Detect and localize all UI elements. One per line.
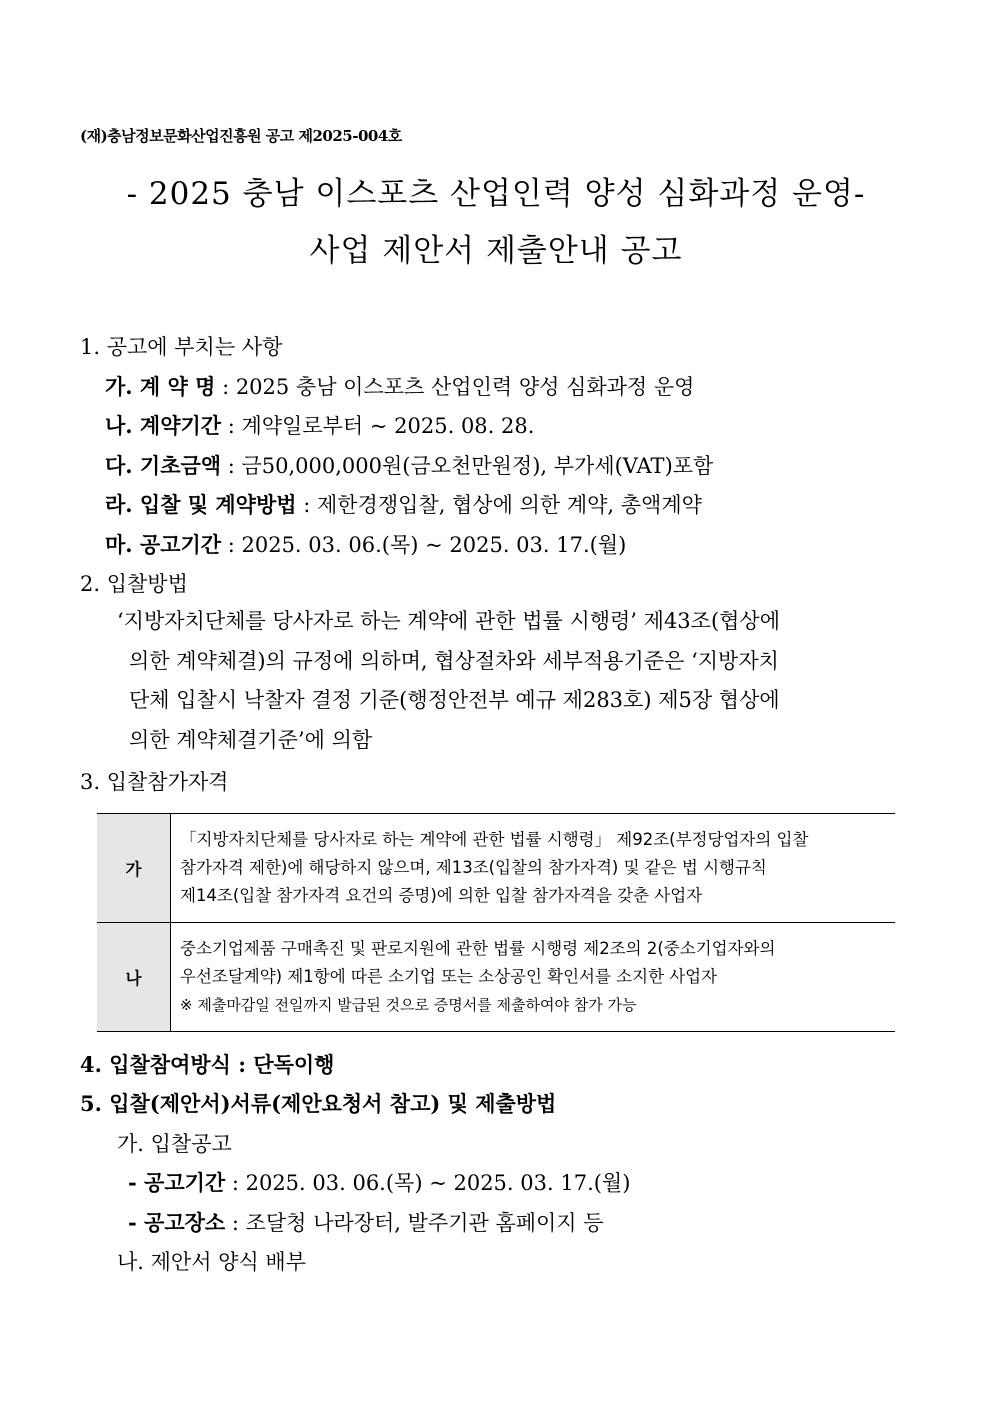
- item-label: - 공고기간: [128, 1170, 226, 1195]
- item-label: 나. 계약기간: [105, 413, 222, 438]
- item-value: : 금50,000,000원(금오천만원정), 부가세(VAT)포함: [221, 454, 714, 478]
- body-line: 의한 계약체결기준’에 의함: [129, 727, 373, 752]
- section-5-item: [128, 1167, 630, 1197]
- qualification-table: [97, 813, 895, 1032]
- item-label: 다. 기초금액: [105, 453, 222, 478]
- body-line: 단체 입찰시 낙찰자 결정 기준(행정안전부 예규 제283호) 제5장 협상에: [129, 688, 780, 712]
- section-1-item: [105, 410, 534, 440]
- item-label: 마. 공고기간: [105, 532, 222, 557]
- section-2-body: [117, 602, 912, 760]
- table-row: [97, 923, 895, 1032]
- row-label: 나: [97, 923, 171, 1032]
- section-5-heading: 5. 입찰(제안서)서류(제안요청서 참고) 및 제출방법: [80, 1091, 557, 1116]
- row-text: 참가자격 제한)에 해당하지 않으며, 제13조(입찰의 참가자격) 및 같은 법 시행규칙: [180, 858, 767, 877]
- table-row: [97, 814, 895, 923]
- title-line-1: - 2025 충남 이스포츠 산업인력 양성 심화과정 운영-: [126, 176, 866, 212]
- section-3-heading: 3. 입찰참가자격: [80, 770, 229, 794]
- section-2-heading: 2. 입찰방법: [80, 572, 188, 596]
- item-value: : 2025. 03. 06.(목) ~ 2025. 03. 17.(월): [221, 533, 627, 557]
- item-value: : 2025. 03. 06.(목) ~ 2025. 03. 17.(월): [225, 1171, 631, 1195]
- section-1-item: [105, 529, 626, 559]
- section-1-item: [105, 489, 702, 519]
- item-value: : 2025 충남 이스포츠 산업인력 양성 심화과정 운영: [215, 375, 695, 399]
- row-content: [171, 923, 896, 1032]
- section-1-heading: 1. 공고에 부치는 사항: [80, 335, 283, 359]
- body-line: ‘지방자치단체를 당사자로 하는 계약에 관한 법률 시행령’ 제43조(협상에: [117, 609, 780, 633]
- item-label: - 공고장소: [128, 1210, 226, 1235]
- row-label: 가: [97, 814, 171, 923]
- row-text: 중소기업제품 구매촉진 및 판로지원에 관한 법률 시행령 제2조의 2(중소기업자와의: [180, 939, 776, 958]
- item-value: : 계약일로부터 ~ 2025. 08. 28.: [221, 414, 535, 438]
- item-label: 가. 계 약 명: [105, 374, 216, 399]
- row-note: ※ 제출마감일 전일까지 발급된 것으로 증명서를 제출하여야 참가 가능: [180, 996, 637, 1014]
- section-5-sub-b: 나. 제안서 양식 배부: [117, 1250, 306, 1274]
- title-line-2: 사업 제안서 제출안내 공고: [309, 233, 683, 269]
- item-value: : 제한경쟁입찰, 협상에 의한 계약, 총액계약: [296, 493, 702, 517]
- section-5-sub-a: 가. 입찰공고: [117, 1132, 232, 1156]
- row-text: 제14조(입찰 참가자격 요건의 증명)에 의한 입찰 참가자격을 갖춘 사업자: [180, 886, 703, 905]
- row-text: 「지방자치단체를 당사자로 하는 계약에 관한 법률 시행령」 제92조(부정당업자의 입찰: [180, 830, 809, 849]
- section-4-heading: 4. 입찰참여방식 : 단독이행: [80, 1052, 335, 1077]
- section-1-item: [105, 450, 713, 480]
- section-5-item: [128, 1207, 604, 1237]
- row-text: 우선조달계약) 제1항에 따른 소기업 또는 소상공인 확인서를 소지한 사업자: [180, 967, 718, 986]
- item-value: : 조달청 나라장터, 발주기관 홈페이지 등: [225, 1211, 604, 1235]
- row-content: [171, 814, 896, 923]
- body-line: 의한 계약체결)의 규정에 의하며, 협상절차와 세부적용기준은 ‘지방자치: [129, 648, 779, 673]
- notice-number: (재)충남정보문화산업진흥원 공고 제2025-004호: [80, 127, 402, 145]
- item-label: 라. 입찰 및 계약방법: [105, 492, 297, 517]
- section-1-item: [105, 371, 694, 401]
